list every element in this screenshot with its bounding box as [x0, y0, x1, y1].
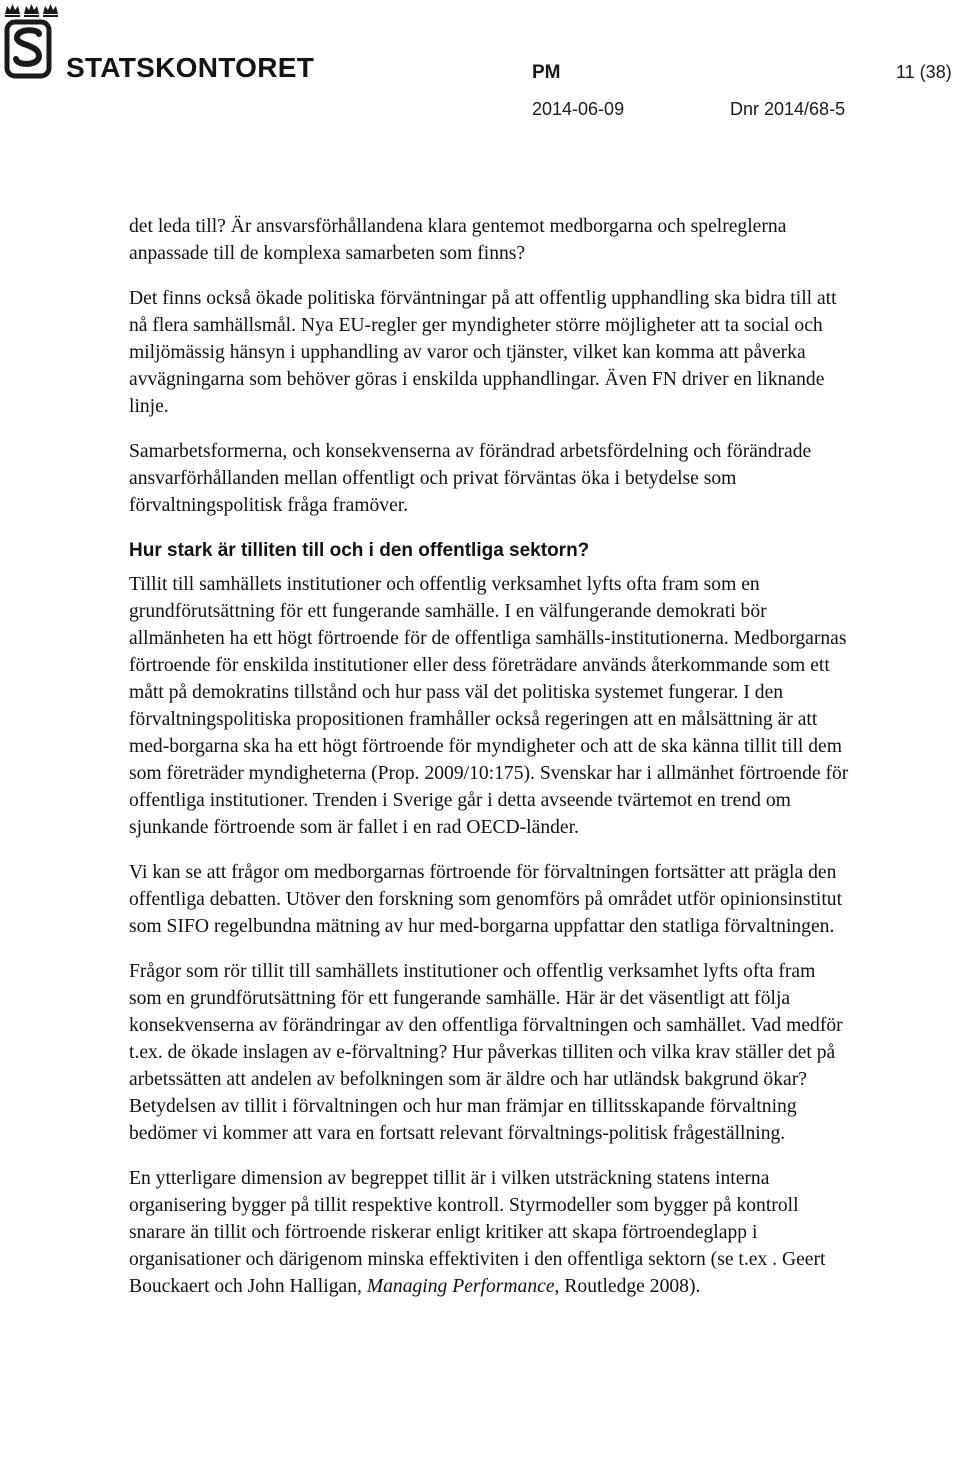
statskontoret-logo-icon	[4, 0, 64, 82]
document-body	[129, 213, 849, 1318]
document-date: 2014-06-09	[532, 99, 625, 119]
book-title: Managing Performance	[366, 1276, 555, 1297]
paragraph	[129, 1165, 849, 1300]
citation-end: , Routledge 2008).	[554, 1276, 701, 1297]
paragraph: Det finns också ökade politiska förväntningar på att offentlig upphandling ska bidra till att nå flera samhällsmål. Nya EU-regler ger myndigheter större möjligheter att ta social och miljömässig hänsyn i upphandling av varor och tjänster, vilket kan komma att påverka avvägningarna som behöver göras i enskilda upphandlingar. Även FN driver en liknande linje.	[129, 288, 837, 417]
logo-wordmark: STATSKONTORET	[66, 52, 315, 83]
paragraph: Samarbetsformerna, och konsekvenserna av förändrad arbetsfördelning och förändrade ansvarförhållanden mellan offentligt och privat förväntas öka i betydelse som förvaltningspolitisk fråga framöver.	[129, 441, 812, 516]
paragraph: Tillit till samhällets institutioner och offentlig verksamhet lyfts ofta fram som en grundförutsättning för ett fungerande samhälle. I en välfungerande demokrati bör allmänheten ha ett högt förtroende för de offentliga samhälls-institutionerna. Medborgarnas förtroende för enskilda institutioner eller dess företrädare används återkommande som ett mått på demokratins tillstånd och hur pass väl det politiska systemet fungerar. I den förvaltningspolitiska propositionen framhåller också regeringen att en målsättning är att med-borgarna ska ha ett högt förtroende för myndigheter och att de ska känna tillit till dem som företräder myndigheterna (Prop. 2009/10:175). Svenskar har i allmänhet förtroende för offentliga institutioner. Trenden i Sverige går i detta avseende tvärtemot en trend om sjunkande förtroende som är fallet i en rad OECD-länder.	[129, 574, 849, 838]
paragraph: Frågor som rör tillit till samhällets institutioner och offentlig verksamhet lyfts ofta fram som en grundförutsättning för ett fungerande samhälle. Här är det väsentligt att följa konsekvenserna av förändringar av den offentliga förvaltningen och samhället. Vad medför t.ex. de ökade inslagen av e-förvaltning? Hur påverkas tilliten och vilka krav ställer det på arbetssätten att andelen av befolkningen som är äldre och har utländsk bakgrund ökar? Betydelsen av tillit i förvaltningen och hur man främjar en tillitsskapande förvaltning bedömer vi kommer att vara en fortsatt relevant förvaltnings-politisk frågeställning.	[129, 961, 843, 1144]
paragraph: det leda till? Är ansvarsförhållandena klara gentemot medborgarna och spelreglerna anpassade till de komplexa samarbeten som finns?	[129, 216, 787, 264]
registration-number: Dnr 2014/68-5	[730, 99, 846, 119]
paragraph-text: En ytterligare dimension av begreppet tillit är i vilken utsträckning statens interna organisering bygger på tillit respektive kontroll. Styrmodeller som bygger på kontroll snarare än tillit och förtroende riskerar enligt kritiker att skapa förtroendeglapp i organisationer och därigenom minska effektiviten i den offentliga sektorn (se t.ex . Geert Bouckaert och John Halligan,	[129, 1168, 826, 1297]
page-number: 11 (38)	[896, 62, 952, 82]
section-heading: Hur stark är tilliten till och i den offentliga sektorn?	[129, 540, 590, 561]
document-type: PM	[532, 62, 561, 83]
paragraph: Vi kan se att frågor om medborgarnas förtroende för förvaltningen fortsätter att prägla den offentliga debatten. Utöver den forskning som genomförs på området utför opinionsinstitut som SIFO regelbundna mätning av hur med-borgarna uppfattar den statliga förvaltningen.	[129, 862, 843, 937]
